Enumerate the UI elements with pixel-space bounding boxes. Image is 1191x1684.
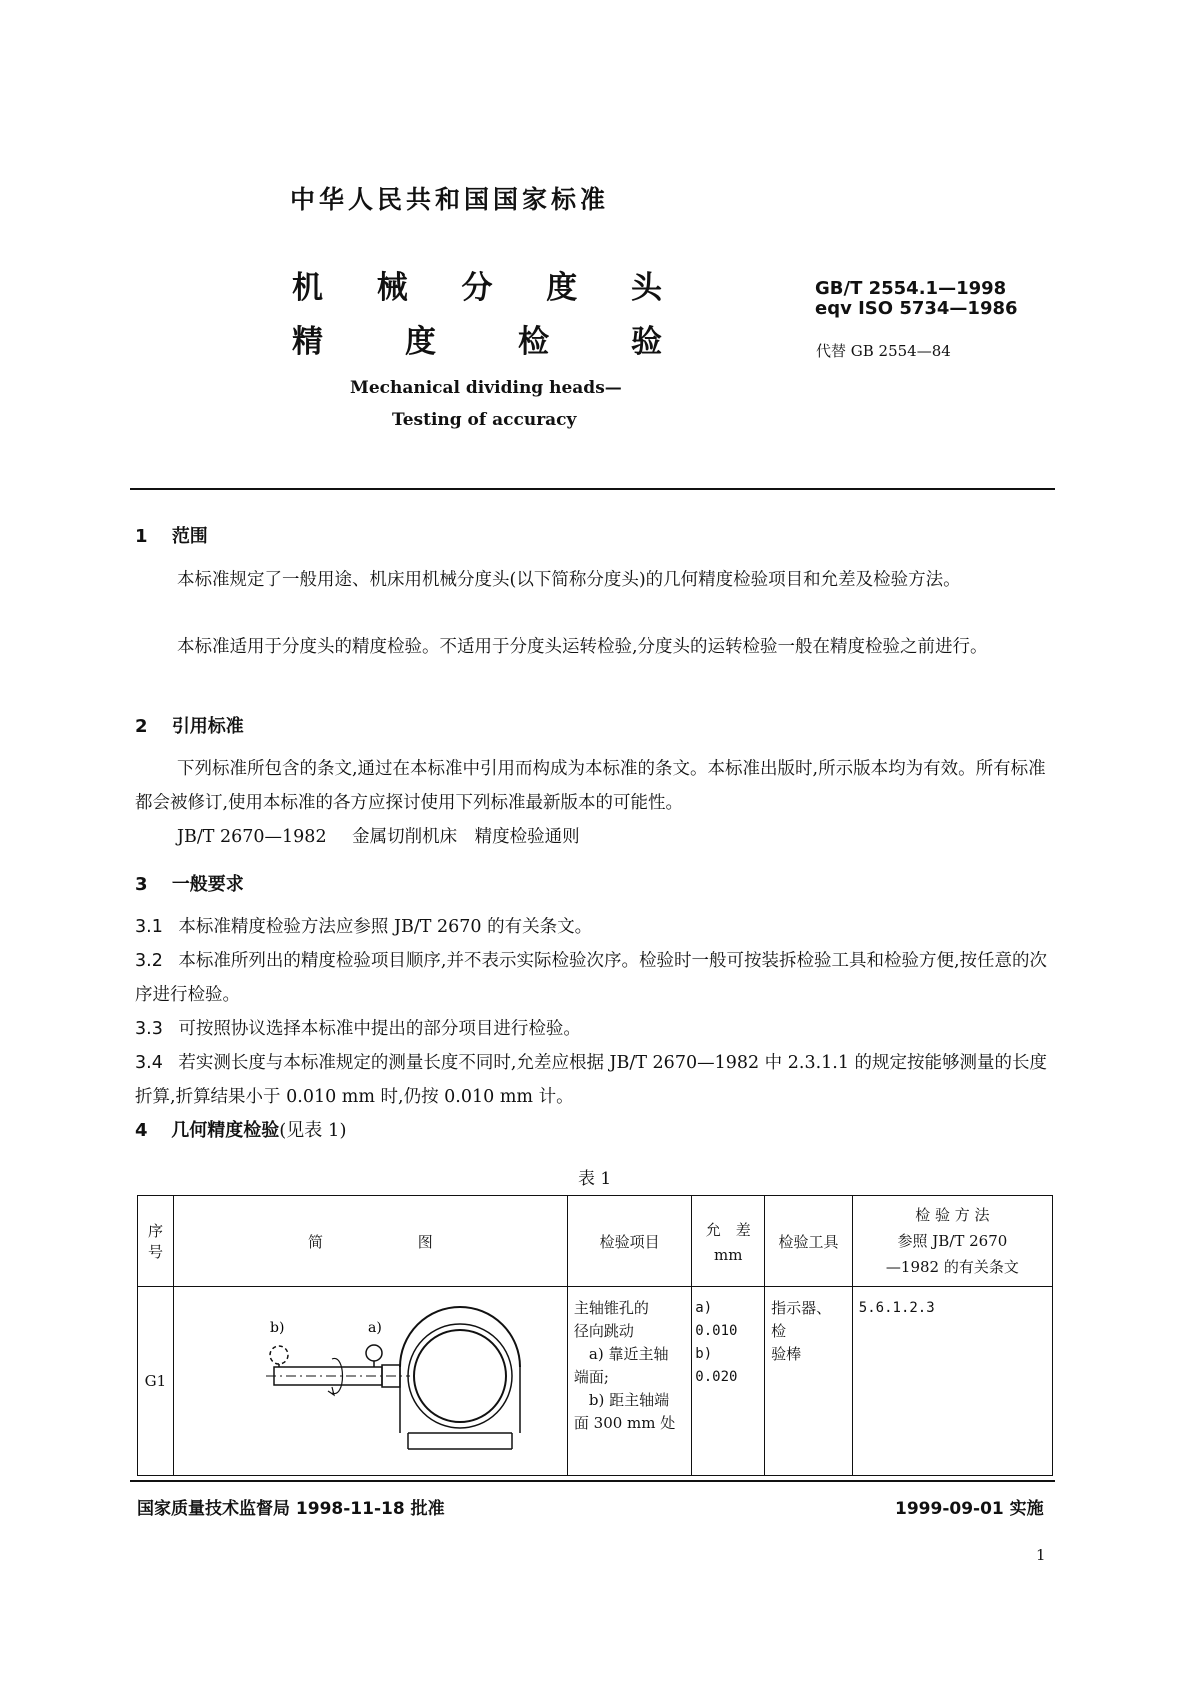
- reference-standard: [177, 820, 580, 854]
- method-clause: 5.6.1.2.3: [858, 1300, 935, 1316]
- section-title: 范围: [171, 526, 208, 547]
- title-char: 检: [518, 324, 549, 360]
- section-1-paragraph-1: 本标准规定了一般用途、机床用机械分度头(以下简称分度头)的几何精度检验项目和允差及检验方法。: [177, 570, 961, 590]
- header-method-line: —1982 的有关条文: [885, 1258, 1019, 1276]
- title-char: 精: [292, 324, 323, 360]
- section-number: 4: [135, 1120, 148, 1141]
- footer-divider: [130, 1480, 1055, 1482]
- tolerance-line: a): [695, 1300, 713, 1316]
- clause-3-2: [135, 944, 1053, 1012]
- item-line: b) 距主轴端: [573, 1391, 670, 1409]
- cell-seq: [138, 1287, 174, 1476]
- section-title: 几何精度检验: [171, 1120, 280, 1141]
- header-item: 检验项目: [567, 1196, 691, 1287]
- section-2-paragraph: 下列标准所包含的条文,通过在本标准中引用而构成为本标准的条文。本标准出版时,所示版本均为有效。所有标准都会被修订,使用本标准的各方应探讨使用下列标准最新版本的可能性。: [135, 759, 1046, 813]
- section-title: 引用标准: [171, 716, 244, 737]
- clause-number: 3.3: [135, 1019, 163, 1039]
- header-tolerance-unit: mm: [713, 1245, 743, 1264]
- equivalent-standard: eqv ISO 5734—1986: [815, 298, 1018, 319]
- title-char: 头: [631, 270, 662, 306]
- cell-tool: [765, 1287, 853, 1476]
- section-number: 1: [135, 526, 148, 547]
- clause-number: 3.4: [135, 1053, 163, 1073]
- item-line: 面 300 mm 处: [573, 1414, 676, 1432]
- tolerance-line: 0.020: [695, 1369, 738, 1385]
- table-caption: 表 1: [578, 1169, 612, 1189]
- header-seq-char: 号: [147, 1243, 163, 1261]
- clause-text: 可按照协议选择本标准中提出的部分项目进行检验。: [178, 1019, 581, 1039]
- header-seq: [138, 1196, 174, 1287]
- reference-code: JB/T 2670—1982: [177, 827, 327, 847]
- section-title-suffix: (见表 1): [279, 1120, 347, 1141]
- item-line: 端面;: [573, 1368, 609, 1386]
- section-number: 2: [135, 716, 148, 737]
- header-divider: [130, 488, 1055, 490]
- tool-line: 指示器、检: [771, 1299, 832, 1340]
- section-number: 3: [135, 874, 148, 895]
- clause-text: 本标准精度检验方法应参照 JB/T 2670 的有关条文。: [178, 917, 593, 937]
- clause-text: 若实测长度与本标准规定的测量长度不同时,允差应根据 JB/T 2670—1982 中 2.3.1.1 的规定按能够测量的长度折算,折算结果小于 0.010 mm 时,仍按 0.010 mm 计。: [135, 1053, 1048, 1107]
- section-2-heading: [135, 712, 244, 738]
- header-diagram: [173, 1196, 567, 1287]
- indicator-label-a: a): [367, 1320, 382, 1336]
- title-char: 机: [292, 270, 323, 306]
- cell-item: [567, 1287, 691, 1476]
- table-header-row: [138, 1196, 1053, 1287]
- clause-text: 本标准所列出的精度检验项目顺序,并不表示实际检验次序。检验时一般可按装拆检验工具和检验方便,按任意的次序进行检验。: [135, 951, 1048, 1005]
- tolerance-line: b): [695, 1346, 713, 1362]
- header-seq-char: 序: [147, 1222, 163, 1240]
- cell-method: [852, 1287, 1052, 1476]
- header-tolerance: [692, 1196, 765, 1287]
- table-row: [138, 1287, 1053, 1476]
- item-line: 主轴锥孔的: [573, 1299, 649, 1317]
- clause-3-1: [135, 910, 1053, 944]
- spindle-runout-diagram: [174, 1287, 567, 1475]
- page-number: 1: [1036, 1546, 1046, 1564]
- header-diagram-char: 图: [417, 1232, 433, 1251]
- clause-number: 3.2: [135, 951, 163, 971]
- cell-diagram: [173, 1287, 567, 1476]
- tolerance-line: 0.010: [695, 1323, 738, 1339]
- header-tolerance-label: 允 差: [705, 1220, 751, 1239]
- tool-line: 验棒: [771, 1345, 802, 1363]
- section-3-heading: [135, 870, 244, 896]
- national-standard-label: 中华人民共和国国家标准: [290, 185, 610, 214]
- title-char: 械: [376, 270, 408, 306]
- title-char: 验: [631, 324, 662, 360]
- reference-title: 金属切削机床 精度检验通则: [352, 827, 580, 847]
- title-char: 度: [405, 324, 436, 360]
- seq-value: G1: [144, 1372, 167, 1390]
- section-4-heading: [135, 1116, 346, 1142]
- approval-line: 国家质量技术监督局 1998-11-18 批准: [137, 1499, 445, 1519]
- title-char: 度: [546, 270, 578, 306]
- title-line-1: [292, 262, 662, 307]
- header-method-line: 检 验 方 法: [915, 1206, 990, 1224]
- section-1-paragraph-2: 本标准适用于分度头的精度检验。不适用于分度头运转检验,分度头的运转检验一般在精度检验之前进行。: [177, 637, 988, 657]
- clause-3-3: [135, 1012, 1053, 1046]
- replaces-standard: 代替 GB 2554—84: [816, 342, 951, 360]
- header-diagram-char: 简: [307, 1232, 323, 1251]
- english-title-line-2: Testing of accuracy: [392, 410, 577, 430]
- header-method-line: 参照 JB/T 2670: [897, 1232, 1008, 1250]
- indicator-label-b: b): [269, 1320, 285, 1336]
- section-title: 一般要求: [171, 874, 244, 895]
- header-method: [852, 1196, 1052, 1287]
- item-line: a) 靠近主轴: [573, 1345, 669, 1363]
- title-line-2: [292, 316, 662, 361]
- clause-3-4: [135, 1046, 1053, 1114]
- section-1-heading: [135, 522, 208, 548]
- standard-number: GB/T 2554.1—1998: [815, 278, 1007, 299]
- table-1: [137, 1195, 1053, 1476]
- title-char: 分: [461, 270, 493, 306]
- clause-number: 3.1: [135, 917, 163, 937]
- cell-tolerance: [692, 1287, 765, 1476]
- effective-date-line: 1999-09-01 实施: [895, 1499, 1044, 1519]
- header-tool: 检验工具: [765, 1196, 853, 1287]
- english-title-line-1: Mechanical dividing heads—: [350, 378, 622, 398]
- item-line: 径向跳动: [573, 1322, 634, 1340]
